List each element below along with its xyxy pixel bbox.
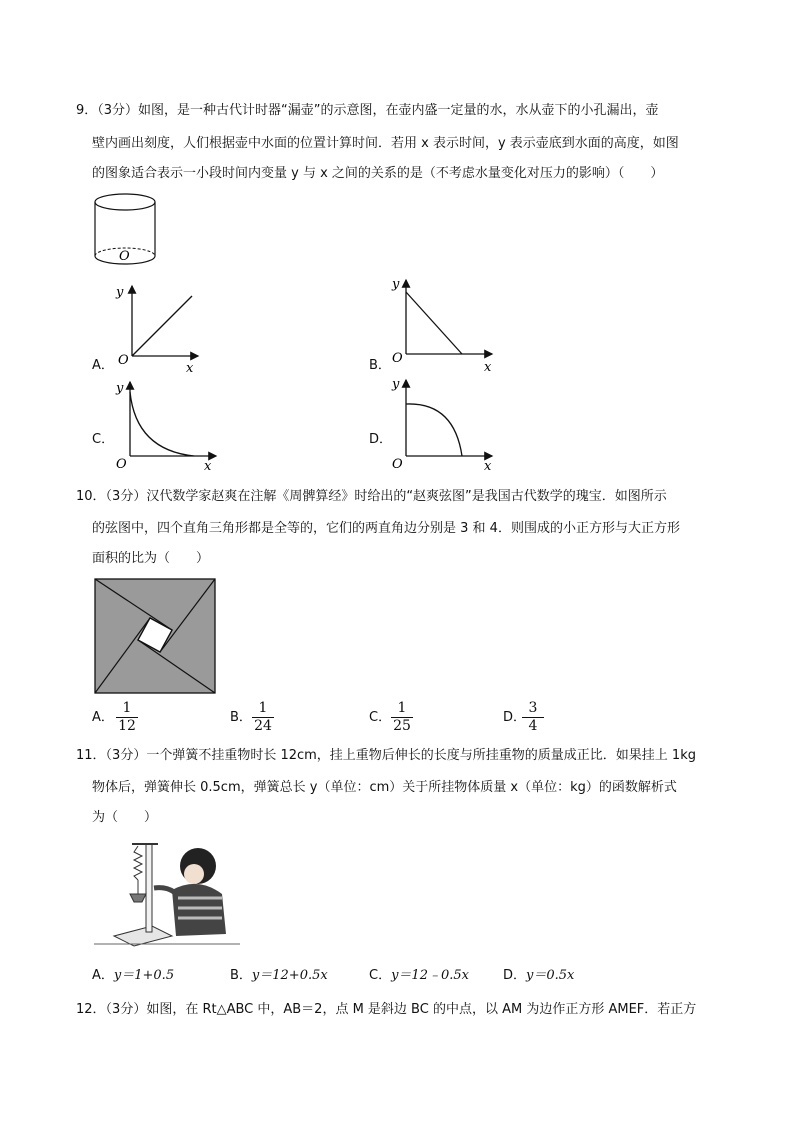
q9-option-a-graph <box>112 278 202 374</box>
q9-option-c-letter: C． <box>92 432 115 447</box>
q10-line-3: 面积的比为（ ） <box>92 551 210 566</box>
q10-option-c-fraction <box>391 701 413 734</box>
q11-option-d <box>503 968 574 984</box>
fraction-denominator: 12 <box>118 718 136 734</box>
graph-c-y-label: y <box>116 381 124 396</box>
option-letter: A． <box>92 968 114 983</box>
vessel-origin-label: O <box>119 249 130 264</box>
q11-option-c <box>369 968 469 984</box>
graph-a-y-label: y <box>116 285 124 300</box>
option-expression: y＝12﹣0.5x <box>391 968 469 983</box>
fraction-numerator: 1 <box>397 700 407 716</box>
zhao-shuang-diagram <box>94 578 218 696</box>
q9-option-d-letter: D． <box>369 432 393 447</box>
graph-d-x-label: x <box>484 459 492 472</box>
graph-a-x-label: x <box>186 361 194 374</box>
q11-option-b <box>230 968 328 984</box>
option-letter: D． <box>503 968 527 983</box>
vessel-diagram <box>90 190 160 270</box>
q10-option-a-letter: A． <box>92 710 114 725</box>
option-expression: y＝12+0.5x <box>251 968 328 983</box>
q11-option-a <box>92 968 174 984</box>
q9-option-b-letter: B． <box>369 358 391 373</box>
graph-b-y-label: y <box>392 277 400 292</box>
q10-line-2: 的弦图中，四个直角三角形都是全等的，它们的两直角边分别是 3 和 4．则围成的小正方形与大正方形 <box>92 521 680 536</box>
fraction-denominator: 24 <box>254 718 272 734</box>
graph-b-origin-label: O <box>392 351 403 366</box>
q11-line-3: 为（ ） <box>92 810 158 825</box>
graph-d-origin-label: O <box>392 457 403 472</box>
q9-option-c-graph <box>112 376 222 472</box>
fraction-numerator: 1 <box>122 700 132 716</box>
q11-line-1: 11．（3分）一个弹簧不挂重物时长 12cm，挂上重物后伸长的长度与所挂重物的质量成正比．如果挂上 1kg <box>76 748 696 763</box>
q10-line-1: 10．（3分）汉代数学家赵爽在注解《周髀算经》时给出的“赵爽弦图”是我国古代数学的瑰宝．如图所示 <box>76 489 667 504</box>
q9-line-3: 的图象适合表示一小段时间内变量 y 与 x 之间的关系的是（不考虑水量变化对压力的影响）（ ） <box>92 166 664 181</box>
option-letter: C． <box>369 968 392 983</box>
fraction-denominator: 4 <box>528 718 538 734</box>
fraction-numerator: 3 <box>528 700 538 716</box>
q11-line-2: 物体后，弹簧伸长 0.5cm，弹簧总长 y（单位：cm）关于所挂物体质量 x（单位：kg）的函数解析式 <box>92 780 677 795</box>
q9-line-2: 壁内画出刻度，人们根据壶中水面的位置计算时间．若用 x 表示时间，y 表示壶底到水面的高度，如图 <box>92 136 679 151</box>
graph-a-origin-label: O <box>118 353 129 368</box>
graph-d-y-label: y <box>392 377 400 392</box>
q10-option-b-letter: B． <box>230 710 252 725</box>
q10-option-b-fraction <box>252 701 274 734</box>
graph-c-origin-label: O <box>116 457 127 472</box>
q10-option-d-fraction <box>522 701 544 734</box>
graph-b-x-label: x <box>484 360 492 374</box>
graph-c-x-label: x <box>204 459 212 472</box>
q10-option-c-letter: C． <box>369 710 392 725</box>
option-expression: y＝1+0.5 <box>113 968 175 983</box>
option-expression: y＝0.5x <box>526 968 575 983</box>
q9-option-d-graph <box>388 372 498 472</box>
q9-option-a-letter: A． <box>92 358 114 373</box>
spring-experiment-illustration <box>94 836 240 950</box>
fraction-numerator: 1 <box>258 700 268 716</box>
q10-option-d-letter: D． <box>503 710 527 725</box>
q9-option-b-graph <box>388 272 498 374</box>
q10-option-a-fraction <box>116 701 138 734</box>
q9-line-1: 9．（3分）如图，是一种古代计时器“漏壶”的示意图，在壶内盛一定量的水，水从壶下的小孔漏出，壶 <box>76 103 659 118</box>
option-letter: B． <box>230 968 252 983</box>
q12-line-1: 12．（3分）如图，在 Rt△ABC 中，AB＝2，点 M 是斜边 BC 的中点，以 AM 为边作正方形 AMEF．若正方 <box>76 1002 697 1017</box>
fraction-denominator: 25 <box>393 718 411 734</box>
